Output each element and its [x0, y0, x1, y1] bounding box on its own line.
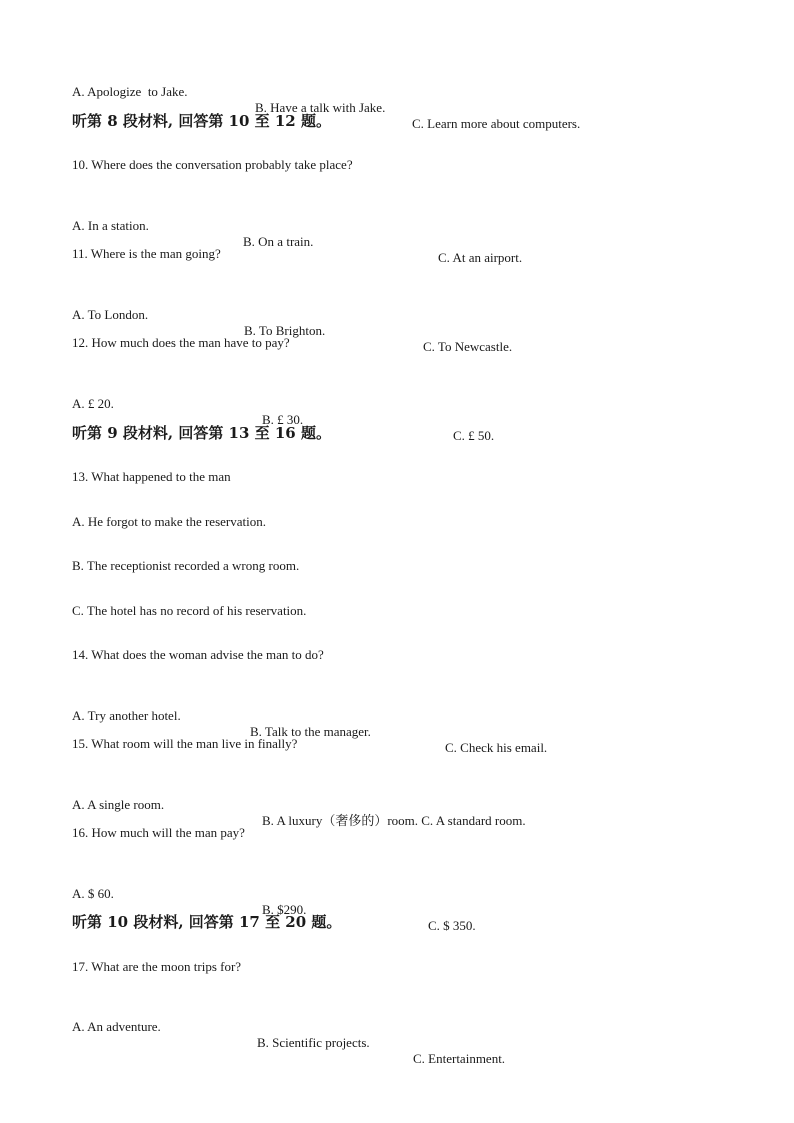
section-heading-10: 听第 10 段材料, 回答第 17 至 20 题。 — [72, 913, 342, 931]
question-11: 11. Where is the man going? — [72, 246, 221, 261]
option-c: C. Entertainment. — [413, 1051, 506, 1066]
option-a: A. To London. — [72, 307, 149, 322]
option-c: C. To Newcastle. — [423, 339, 513, 354]
option-b: B. $290. — [262, 902, 307, 917]
option-a: A. In a station. — [72, 218, 149, 233]
option-b: B. To Brighton. — [244, 323, 326, 338]
question-16: 16. How much will the man pay? — [72, 825, 245, 840]
option-b: B. On a train. — [243, 234, 314, 249]
option-b: B. Talk to the manager. — [250, 724, 371, 739]
option-c-line: C. The hotel has no record of his reservation. — [72, 603, 307, 618]
option-b: B. Scientific projects. — [257, 1035, 370, 1050]
option-c: C. Check his email. — [445, 740, 548, 755]
question-14: 14. What does the woman advise the man to do? — [72, 647, 324, 662]
option-a: A. A single room. — [72, 797, 165, 812]
question-13: 13. What happened to the man — [72, 469, 231, 484]
option-a: A. An adventure. — [72, 1019, 161, 1034]
option-b: B. Have a talk with Jake. — [255, 100, 386, 115]
question-10: 10. Where does the conversation probably take place? — [72, 157, 353, 172]
options-row-q17 — [72, 1003, 506, 1083]
option-c: C. £ 50. — [453, 428, 495, 443]
option-a: A. Apologize to Jake. — [72, 84, 188, 99]
question-17: 17. What are the moon trips for? — [72, 959, 242, 974]
option-b-and-c: B. A luxury（奢侈的）room. C. A standard room. — [262, 813, 526, 828]
option-b-line: B. The receptionist recorded a wrong room. — [72, 558, 300, 573]
question-12: 12. How much does the man have to pay? — [72, 335, 290, 350]
option-c: C. Learn more about computers. — [412, 116, 581, 131]
option-a: A. $ 60. — [72, 886, 114, 901]
option-c: C. At an airport. — [438, 250, 523, 265]
option-a: A. £ 20. — [72, 396, 114, 411]
option-a-line: A. He forgot to make the reservation. — [72, 514, 266, 529]
section-heading-8: 听第 8 段材料, 回答第 10 至 12 题。 — [72, 112, 331, 130]
option-a: A. Try another hotel. — [72, 708, 181, 723]
question-15: 15. What room will the man live in finally? — [72, 736, 298, 751]
option-c: C. $ 350. — [428, 918, 476, 933]
option-b: B. £ 30. — [262, 412, 304, 427]
section-heading-9: 听第 9 段材料, 回答第 13 至 16 题。 — [72, 424, 331, 442]
